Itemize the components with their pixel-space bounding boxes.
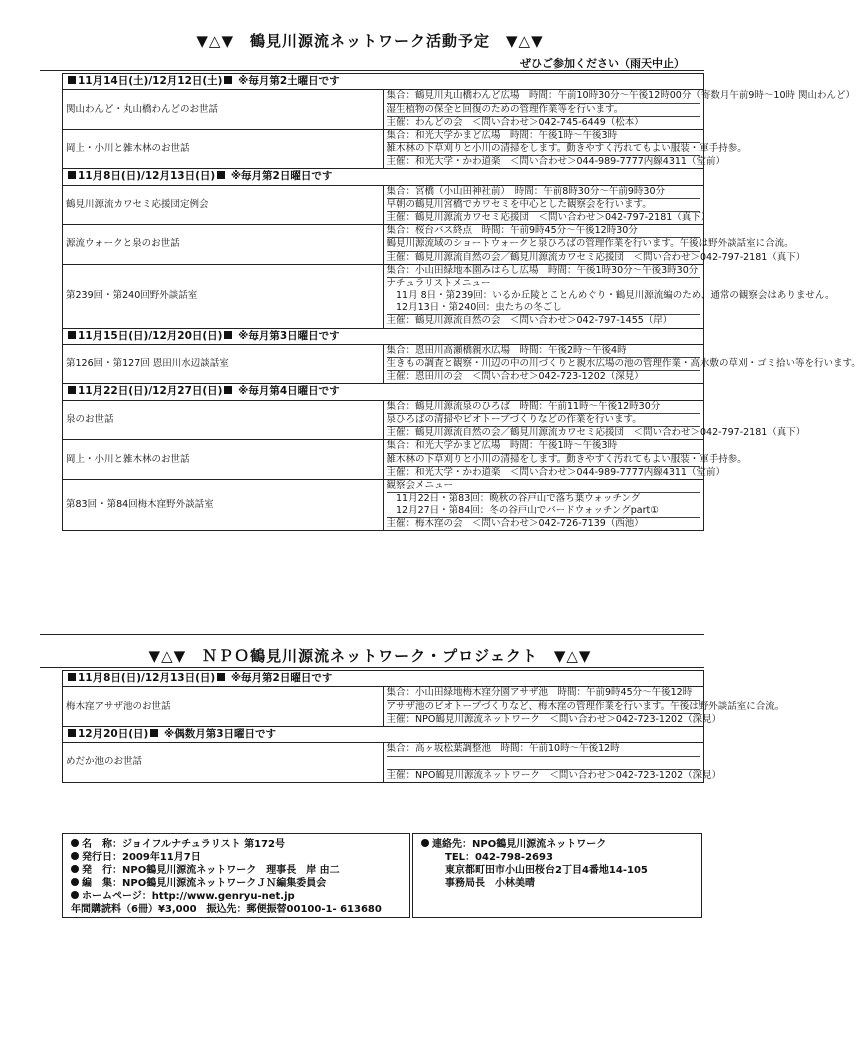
project-table [62,670,785,783]
activity-name: 泉のお世話 [63,400,384,439]
detail-line: アサザ池のビオトープづくりなど、梅木窪の管理作業を行います。午後は野外談話室に合流。 [387,701,701,714]
activity-name: 第126回・第127回 恩田川水辺談話室 [63,344,384,383]
activity-row [63,185,704,224]
pub-name: 名 称：ジョイフルナチュラリスト 第172号 [71,838,401,851]
publisher: 発 行：NPO鶴見川源流ネットワーク 理事長 岸 由二 [71,864,401,877]
detail-line: 12月13日・第240回：虫たちの冬ごし [387,302,701,315]
divider-middle [40,634,704,635]
detail-line: 集合：鶴見川丸山橋わんど広場 時間：午前10時30分～午後12時00分（寄数月午前9時～10時 関山わんど） [387,90,701,103]
activity-details [383,225,806,264]
publication-info-box [62,833,410,918]
activity-details [383,440,747,479]
detail-line: 雑木林の下草刈りと小川の清掃をします。動きやすく汚れてもよい服装・軍手持参。 [387,143,701,156]
contact-info-box [412,833,702,918]
divider-project [40,667,704,668]
activity-details [383,90,856,129]
detail-line: 主催：NPO鶴見川源流ネットワーク ＜問い合わせ＞042-723-1202（深見） [386,769,722,781]
activity-row [63,743,704,782]
contact-tel: TEL：042-798-2693 [445,852,553,863]
subscription: 年間購読料（6冊）¥3,000 振込先：郵便振替00100-1- 613680 [71,904,382,915]
activity-name: 源流ウォークと泉のお世話 [63,225,384,264]
activity-name: めだか池のお世話 [63,743,384,782]
detail-line: 鶴見川源流域のショートウォークと泉ひろばの管理作業を行います。午後は野外談話室に合流。 [387,238,701,251]
detail-line: 集合：小山田緑地本園みはらし広場 時間：午後1時30分～午後3時30分 [387,265,701,278]
detail-line: 主催：鶴見川源流自然の会／鶴見川源流カワセミ応援団 ＜問い合わせ＞042-797-2181（真下） [386,251,806,263]
detail-line: 生きもの調査と観察・川辺の中の川づくりと親水広場の池の管理作業・高水敷の草刈・ゴミ拾い等を行います。 [387,358,701,371]
activity-name: 第83回・第84回梅木窪野外談話室 [63,479,384,531]
contact-manager: 事務局長 小林美晴 [445,878,535,889]
activity-details [383,687,785,726]
detail-line: 主催：NPO鶴見川源流ネットワーク ＜問い合わせ＞042-723-1202（深見） [386,713,722,725]
detail-line: ナチュラリストメニュー [386,277,491,289]
detail-line: 12月27日・第84回：冬の谷戸山でバードウォッチングpart① [387,505,701,518]
activity-row [63,90,704,129]
activity-row [63,440,704,479]
activity-name: 鶴見川源流カワセミ応援団定例会 [63,185,384,224]
contact-address: 東京都町田市小山田桜台2丁目4番地14-105 [445,865,648,876]
homepage: ホームページ：http://www.genryu-net.jp [71,890,401,903]
detail-line: 集合：和光大学かまど広場 時間：午後1時～午後3時 [387,440,701,453]
activity-name: 梅木窪アサザ池のお世話 [63,687,384,726]
detail-line: 主催：恩田川の会 ＜問い合わせ＞042-723-1202（深見） [386,371,644,383]
detail-line: 集合：高ヶ坂松葉調整池 時間：午前10時～午後12時 [387,743,701,756]
activity-name: 岡上・小川と雑木林のお世話 [63,129,384,168]
activity-table [62,73,861,531]
activity-row [63,479,704,531]
activity-details [383,400,806,439]
detail-line: 主催：梅木窪の会 ＜問い合わせ＞042-726-7139（西池） [386,518,644,530]
detail-line: 集合：桜台バス終点 時間：午前9時45分～午後12時30分 [387,225,701,238]
project-title: ▼△▼ ＮＰＯ鶴見川源流ネットワーク・プロジェクト ▼△▼ [148,647,592,665]
activity-row [63,129,704,168]
section-header: 12月20日(日) ※偶数月第3日曜日です [63,726,704,742]
activity-row [63,400,704,439]
activity-row [63,687,704,726]
detail-line: 集合：小山田緑地梅木窪分園アサザ池 時間：午前9時45分～午後12時 [387,687,701,700]
section-header: 11月8日(日)/12月13日(日) ※毎月第2日曜日です [63,169,704,185]
detail-line: 雑木林の下草刈りと小川の清掃をします。動きやすく汚れてもよい服装・軍手持参。 [387,454,701,467]
editor: 編 集：NPO鶴見川源流ネットワークＪＮ編集委員会 [71,877,401,890]
detail-line: 集合：和光大学かまど広場 時間：午後1時～午後3時 [387,130,701,143]
activity-row [63,344,704,383]
detail-line: 主催：鶴見川源流カワセミ応援団 ＜問い合わせ＞042-797-2181（真下） [386,212,711,224]
pub-date: 発行日：2009年11月7日 [71,851,401,864]
divider-top [40,70,704,71]
detail-line [387,757,701,770]
activity-name: 岡上・小川と雑木林のお世話 [63,440,384,479]
detail-line: 集合：宮橋（小山田神社前） 時間：午前8時30分～午前9時30分 [387,186,701,199]
section-header: 11月8日(日)/12月13日(日) ※毎月第2日曜日です [63,671,704,687]
activity-schedule-title: ▼△▼ 鶴見川源流ネットワーク活動予定 ▼△▼ [196,32,544,50]
detail-line: 主催：鶴見川源流自然の会／鶴見川源流カワセミ応援団 ＜問い合わせ＞042-797-2181（真下） [386,427,806,439]
detail-line: 主催：わんどの会 ＜問い合わせ＞042-745-6449（松本） [386,116,644,128]
activity-details [383,264,835,328]
detail-line: 主催：和光大学・かわ道楽 ＜問い合わせ＞044-989-7777内線4311（堂前） [386,466,725,478]
detail-line: 主催：和光大学・かわ道楽 ＜問い合わせ＞044-989-7777内線4311（堂前） [386,156,725,168]
detail-line: 11月22日・第83回：晩秋の谷戸山で落ち葉ウォッチング [386,492,641,504]
detail-line: 早朝の鶴見川宮橋でカワセミを中心とした観察会を行います。 [387,199,701,212]
detail-line: 泉ひろばの清掃やビオトープづくりなどの作業を行います。 [387,414,701,427]
activity-details [383,185,711,224]
contact-org: 連絡先：NPO鶴見川源流ネットワーク [421,838,693,851]
activity-row [63,225,704,264]
detail-line: 11月 8日・第239回：いるか丘陵とことんめぐり・鶴見川源流編のため、通常の観察会はありません。 [386,290,835,302]
detail-line: 観察会メニュー [387,480,701,493]
section-header: 11月14日(土)/12月12日(土) ※毎月第2土曜日です [63,74,704,90]
detail-line: 湿生植物の保全と回復のための管理作業等を行います。 [387,104,701,117]
activity-details [383,344,861,383]
detail-line: 集合：鶴見川源流泉のひろば 時間：午前11時～午後12時30分 [387,401,701,414]
detail-line: 集合：恩田川高瀬橋親水広場 時間：午後2時～午後4時 [387,345,701,358]
activity-details [383,479,704,531]
activity-details [383,743,722,782]
activity-name: 第239回・第240回野外談話室 [63,264,384,328]
activity-details [383,129,747,168]
rain-cancel-note: ぜひご参加ください（雨天中止） [520,57,685,70]
section-header: 11月22日(日)/12月27日(日) ※毎月第4日曜日です [63,384,704,400]
section-header: 11月15日(日)/12月20日(日) ※毎月第3日曜日です [63,328,704,344]
activity-name: 関山わんど・丸山橋わんどのお世話 [63,90,384,129]
activity-row [63,264,704,328]
detail-line: 主催：鶴見川源流自然の会 ＜問い合わせ＞042-797-1455（岸） [386,315,673,327]
